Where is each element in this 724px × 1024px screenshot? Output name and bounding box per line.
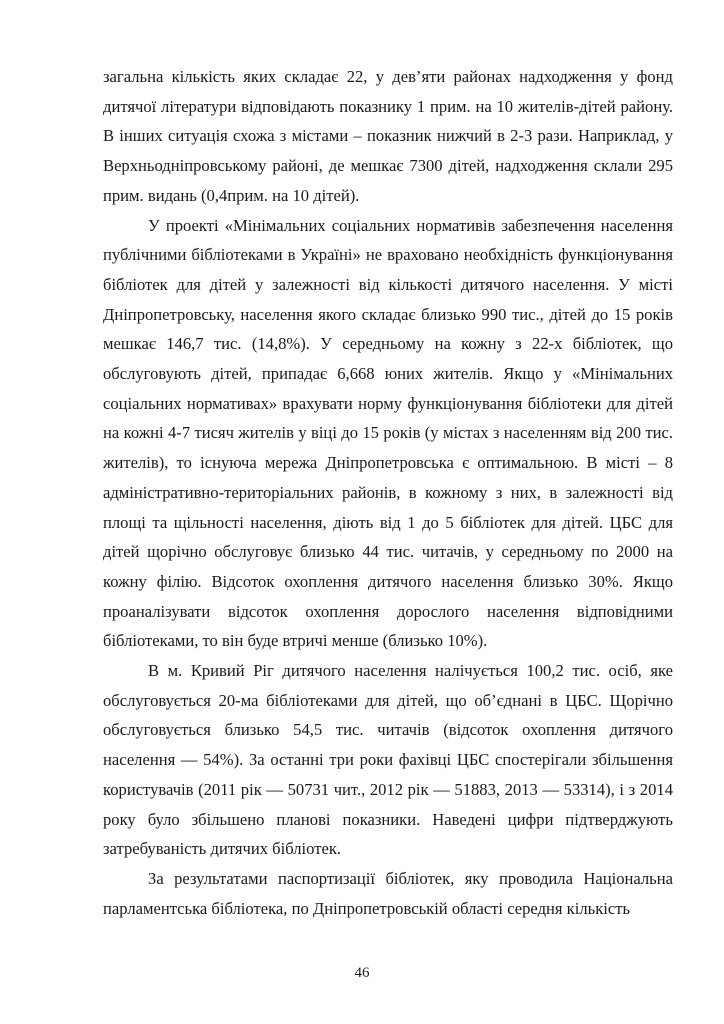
paragraph-minimal-standards: У проекті «Мінімальних соціальних нормативів забезпечення населення публічними бібліотеками в Україні» не враховано необхідність функціонування бібліотек для дітей у залежності від кількості дитячого населення. У місті Дніпропетровську, населення якого складає близько 990 тис., дітей до 15 років мешкає 146,7 тис. (14,8%). У середньому на кожну з 22-х бібліотек, що обслуговують дітей, припадає 6,668 юних жителів. Якщо у «Мінімальних соціальних нормативах» врахувати норму функціонування бібліотеки для дітей на кожні 4-7 тисяч жителів у віці до 15 років (у містах з населенням від 200 тис. жителів), то існуюча мережа Дніпропетровська є оптимальною. В місті – 8 адміністративно-територіальних районів, в кожному з них, в залежності від площі та щільності населення, діють від 1 до 5 бібліотек для дітей. ЦБС для дітей щорічно обслуговує близько 44 тис. читачів, у середньому по 2000 на кожну філію. Відсоток охоплення дитячого населення близько 30%. Якщо проаналізувати відсоток охоплення дорослого населення відповідними бібліотеками, то він буде втричі менше (близько 10%). [103, 215, 673, 651]
paragraph-kryvyi-rih: В м. Кривий Ріг дитячого населення налічується 100,2 тис. осіб, яке обслуговується 20-ма бібліотеками для дітей, що об’єднані в ЦБС. Щорічно обслуговується близько 54,5 тис. читачів (відсоток охоплення дитячого населення — 54%). За останні три роки фахівці ЦБС спостерігали збільшення користувачів (2011 рік — 50731 чит., 2012 рік — 51883, 2013 — 53314), і з 2014 року було збільшено планові показники. Наведені цифри підтверджують затребуваність дитячих бібліотек. [103, 661, 673, 859]
body-text [103, 62, 673, 923]
paragraph-passportization: За результатами паспортизації бібліотек, яку проводила Національна парламентська бібліотека, по Дніпропетровській області середня кількість [103, 868, 673, 918]
paragraph-continuation: загальна кількість яких складає 22, у дев’яти районах надходження у фонд дитячої літератури відповідають показнику 1 прим. на 10 жителів-дітей району. В інших ситуація схожа з містами – показник нижчий в 2-3 рази. Наприклад, у Верхньодніпровському районі, де мешкає 7300 дітей, надходження склали 295 прим. видань (0,4прим. на 10 дітей). [103, 67, 673, 205]
page-number: 46 [354, 965, 370, 981]
